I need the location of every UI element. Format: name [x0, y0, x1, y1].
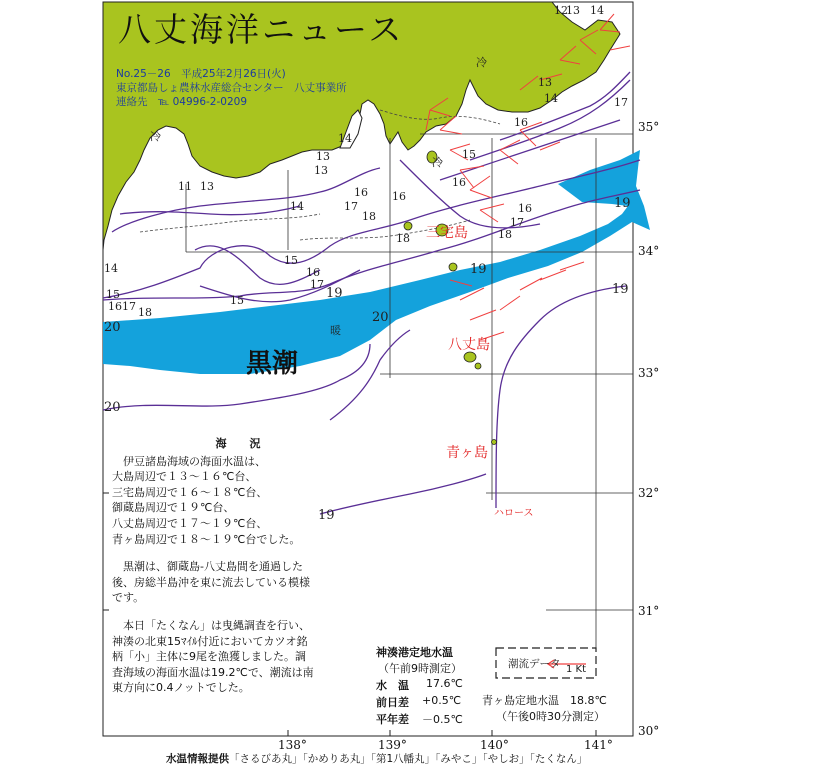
kaminato-row-value: －0.5℃	[422, 713, 463, 726]
kaminato-title: 神湊港定地水温	[376, 646, 453, 659]
sea-condition-notes	[112, 436, 370, 696]
isotherm-label: 17	[510, 216, 524, 229]
notes-line: 御蔵島周辺で１９℃台、	[112, 501, 235, 515]
notes-line: 青ヶ島周辺で１８～１９℃台でした。	[112, 532, 301, 546]
isotherm-label: 14	[290, 200, 304, 213]
kuroshio-label: 黒潮	[246, 349, 299, 379]
current-legend-scale: 1 Kt	[566, 664, 587, 675]
notes-line: 黒潮は、御蔵島-八丈島間を通過した	[123, 560, 303, 574]
isotherm-label: 13	[200, 180, 214, 193]
issue-line: No.25－26 平成25年2月26日(火)	[116, 68, 286, 80]
notes-heading: 海 況	[215, 437, 267, 450]
isotherm-label: 12	[554, 4, 568, 17]
isotherm-label: 11	[178, 180, 192, 193]
isotherm-label: 16	[108, 300, 122, 313]
kaminato-row-label: 水 温	[376, 679, 409, 692]
warm-label: 暖	[330, 324, 341, 337]
kaminato-time: （午前9時測定）	[378, 662, 462, 675]
isotherm-label: 16	[306, 266, 320, 279]
lat-31-label: 31°	[638, 604, 660, 618]
lon-139-label: 139°	[378, 738, 407, 752]
isotherm-label: 13	[538, 76, 552, 89]
isotherm-label: 20	[104, 320, 121, 335]
notes-line: 大島周辺で１３～１６℃台、	[112, 470, 257, 484]
isotherm-label: 14	[544, 92, 558, 105]
isotherm-label: 18	[138, 306, 152, 319]
isotherm-label: 19	[612, 282, 629, 297]
isotherm-label: 16	[392, 190, 406, 203]
isotherm-label: 19	[470, 262, 487, 277]
isotherm-label: 16	[452, 176, 466, 189]
footer-boats: 「さるびあ丸」「かめりあ丸」「第1八幡丸」「みやこ」「やしお」「たくなん」	[229, 753, 588, 765]
isotherm-label: 17	[310, 278, 324, 291]
lat-35-label: 35°	[638, 120, 660, 134]
lon-141-label: 141°	[584, 738, 613, 752]
isotherm-label: 13	[314, 164, 328, 177]
page-title: 八丈海洋ニュース	[118, 10, 405, 49]
harose-label: ハロース	[494, 508, 534, 519]
isotherm-label: 19	[614, 196, 631, 211]
notes-line: 後、房総半島沖を東に流去している模様	[112, 575, 310, 589]
org-line: 東京都島しょ農林水産総合センター 八丈事業所	[116, 82, 347, 94]
aogashima-station-line: 青ヶ島定地水温 18.8℃	[482, 694, 607, 707]
contact-line: 連絡先 ℡ 04996-2-0209	[116, 96, 247, 108]
isotherm-label: 18	[362, 210, 376, 223]
kaminato-row-value: +0.5℃	[422, 694, 462, 707]
kaminato-row-label: 平年差	[376, 713, 409, 726]
isotherm-label: 13	[316, 150, 330, 163]
isotherm-label: 18	[396, 232, 410, 245]
isotherm-label: 19	[326, 286, 343, 301]
isotherm-label: 16	[518, 202, 532, 215]
isotherm-label: 13	[566, 4, 580, 17]
isotherm-label: 15	[106, 288, 120, 301]
isotherm-label: 15	[230, 294, 244, 307]
notes-line: 東方向に0.4ノットでした。	[112, 681, 250, 695]
footer-credits	[166, 751, 587, 766]
isotherm-label: 16	[354, 186, 368, 199]
cold-label-center: 冷	[432, 156, 443, 169]
isotherm-label: 16	[514, 116, 528, 129]
kaminato-row-value: 17.6℃	[426, 677, 463, 690]
isotherm-label: 15	[462, 148, 476, 161]
lon-138-label: 138°	[278, 738, 307, 752]
notes-line: 査海域の海面水温は19.2℃で、潮流は南	[112, 665, 314, 679]
isotherm-label: 19	[318, 508, 335, 523]
cold-label-west: 冷	[150, 130, 161, 143]
isotherm-label: 18	[498, 228, 512, 241]
isotherm-label: 17	[344, 200, 358, 213]
notes-line: 伊豆諸島海域の海面水温は、	[123, 454, 266, 468]
aogashima-label: 青ヶ島	[446, 445, 488, 461]
notes-line: 本日「たくなん」は曳縄調査を行い、	[123, 618, 310, 632]
notes-line: です。	[112, 591, 145, 605]
lat-32-label: 32°	[638, 486, 660, 500]
notes-line: 八丈島周辺で１７～１９℃台、	[112, 516, 268, 530]
kaminato-row-label: 前日差	[376, 696, 409, 709]
isotherm-label: 14	[338, 132, 352, 145]
notes-line: 神湊の北東15ﾏｲﾙ付近においてカツオ銘	[112, 634, 308, 648]
isotherm-label: 15	[284, 254, 298, 267]
current-legend-title: 潮流データ	[508, 658, 561, 670]
miyake-label: 三宅島	[426, 225, 468, 241]
lat-34-label: 34°	[638, 244, 660, 258]
isotherm-label: 14	[590, 4, 604, 17]
isotherm-label: 14	[104, 262, 118, 275]
cold-label-east: 冷	[476, 56, 487, 69]
notes-line: 三宅島周辺で１６～１８℃台、	[112, 485, 268, 499]
lat-33-label: 33°	[638, 366, 660, 380]
isotherm-label: 20	[372, 310, 389, 325]
lon-140-label: 140°	[480, 738, 509, 752]
footer-label: 水温情報提供	[166, 753, 229, 765]
lat-30-label: 30°	[638, 724, 660, 738]
notes-line: 柄「小」主体に9尾を漁獲しました。調	[112, 650, 306, 664]
isotherm-label: 17	[122, 300, 136, 313]
aogashima-station-time: （午後0時30分測定）	[496, 710, 605, 723]
isotherm-label: 20	[104, 400, 121, 415]
hachijo-label: 八丈島	[448, 337, 490, 353]
isotherm-label: 17	[614, 96, 628, 109]
